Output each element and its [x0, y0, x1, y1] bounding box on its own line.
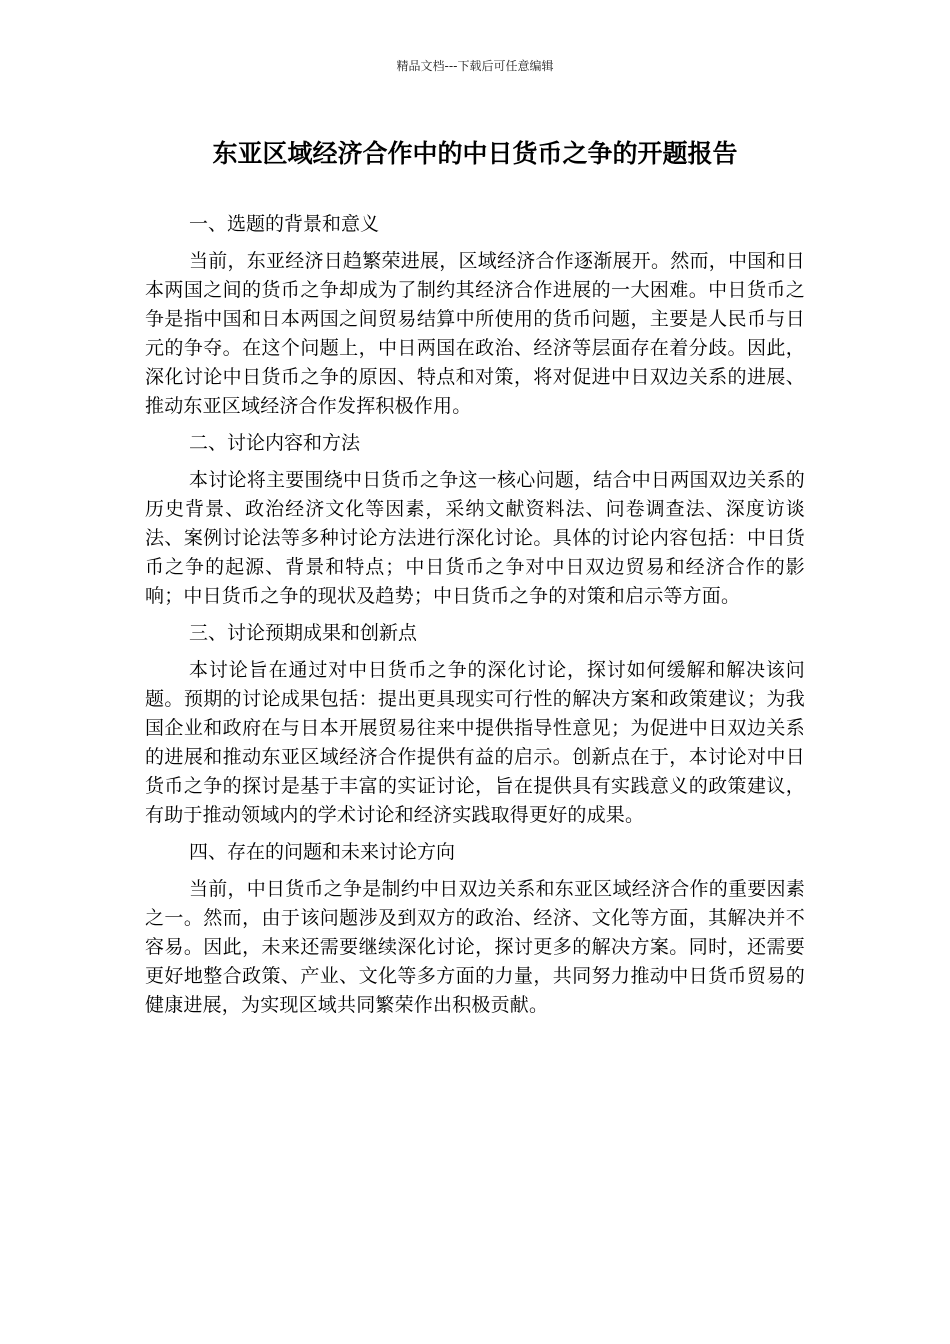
section-heading: 四、存在的问题和未来讨论方向	[189, 841, 456, 863]
section-expected-results	[145, 619, 805, 830]
section-paragraph: 当前，东亚经济日趋繁荣进展，区域经济合作逐渐展开。然而，中国和日本两国之间的货币之争却成为了制约其经济合作进展的一大困难。中日货币之争是指中国和日本两国之间贸易结算中所使用的货币问题，主要是人民币与日元的争夺。在这个问题上，中日两国在政治、经济等层面存在着分歧。因此，深化讨论中日货币之争的原因、特点和对策，将对促进中日双边关系的进展、推动东亚区域经济合作发挥积极作用。	[145, 250, 805, 417]
document-body	[145, 210, 805, 1028]
section-heading: 一、选题的背景和意义	[189, 213, 380, 235]
section-paragraph: 本讨论旨在通过对中日货币之争的深化讨论，探讨如何缓解和解决该问题。预期的讨论成果包括：提出更具现实可行性的解决方案和政策建议；为我国企业和政府在与日本开展贸易往来中提供指导性意见；为促进中日双边关系的进展和推动东亚区域经济合作提供有益的启示。创新点在于，本讨论对中日货币之争的探讨是基于丰富的实证讨论，旨在提供具有实践意义的政策建议，有助于推动领域内的学术讨论和经济实践取得更好的成果。	[145, 659, 805, 826]
section-heading: 三、讨论预期成果和创新点	[189, 622, 418, 644]
header-note: 精品文档---下载后可任意编辑	[396, 59, 554, 73]
section-paragraph: 本讨论将主要围绕中日货币之争这一核心问题，结合中日两国双边关系的历史背景、政治经济文化等因素，采纳文献资料法、问卷调查法、深度访谈法、案例讨论法等多种讨论方法进行深化讨论。具体的讨论内容包括：中日货币之争的起源、背景和特点；中日货币之争对中日双边贸易和经济合作的影响；中日货币之争的现状及趋势；中日货币之争的对策和启示等方面。	[145, 469, 805, 607]
section-content-methods	[145, 429, 805, 611]
section-paragraph: 当前，中日货币之争是制约中日双边关系和东亚区域经济合作的重要因素之一。然而，由于该问题涉及到双方的政治、经济、文化等方面，其解决并不容易。因此，未来还需要继续深化讨论，探讨更多的解决方案。同时，还需要更好地整合政策、产业、文化等多方面的力量，共同努力推动中日货币贸易的健康进展，为实现区域共同繁荣作出积极贡献。	[145, 878, 805, 1016]
section-background	[145, 210, 805, 421]
section-heading: 二、讨论内容和方法	[189, 432, 361, 454]
document-title: 东亚区域经济合作中的中日货币之争的开题报告	[212, 139, 738, 168]
section-problems-future	[145, 838, 805, 1020]
